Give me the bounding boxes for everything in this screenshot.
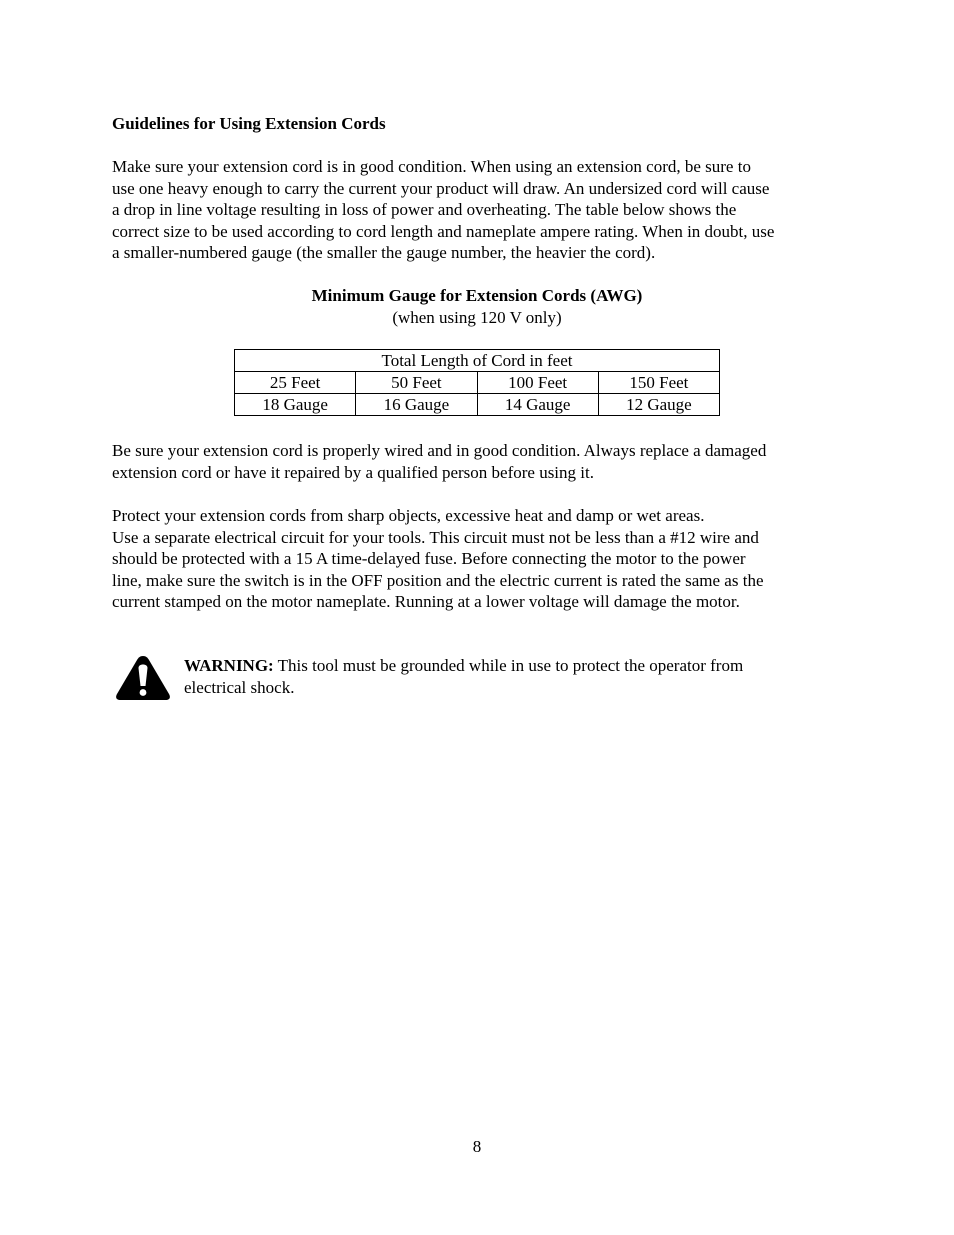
table-cell-length: 25 Feet — [235, 372, 356, 394]
paragraph-line: current stamped on the motor nameplate. Running at a lower voltage will damage the motor. — [112, 592, 740, 611]
table-cell-length: 100 Feet — [477, 372, 598, 394]
page-number: 8 — [472, 1137, 482, 1156]
table-cell-length: 150 Feet — [598, 372, 719, 394]
table-header-row — [235, 350, 720, 372]
condition-paragraph — [112, 440, 847, 483]
table-subtitle: (when using 120 V only) — [392, 308, 562, 327]
table-cell-length: 50 Feet — [356, 372, 477, 394]
warning-message — [184, 655, 844, 698]
warning-text-1: This tool must be grounded while in use to protect the operator from — [273, 656, 744, 675]
paragraph-line: should be protected with a 15 A time-delayed fuse. Before connecting the motor to the power — [112, 549, 746, 568]
table-header-cell: Total Length of Cord in feet — [235, 350, 720, 372]
warning-text-2: electrical shock. — [184, 677, 295, 697]
paragraph-line: Be sure your extension cord is properly wired and in good condition. Always replace a damaged — [112, 441, 767, 460]
paragraph-line: correct size to be used according to cord length and nameplate ampere rating. When in doubt, use — [112, 221, 775, 241]
table-cell-gauge: 16 Gauge — [356, 394, 477, 416]
table-row-lengths — [235, 372, 720, 394]
section-heading: Guidelines for Using Extension Cords — [112, 114, 386, 133]
table-cell-gauge: 12 Gauge — [598, 394, 719, 416]
table-cell-gauge: 18 Gauge — [235, 394, 356, 416]
table-title: Minimum Gauge for Extension Cords (AWG) — [311, 286, 643, 305]
paragraph-line: a drop in line voltage resulting in loss of power and overheating. The table below shows the — [112, 200, 737, 219]
intro-paragraph — [112, 156, 847, 264]
paragraph-line: extension cord or have it repaired by a qualified person before using it. — [112, 462, 594, 482]
paragraph-line: a smaller-numbered gauge (the smaller the gauge number, the heavier the cord). — [112, 243, 656, 262]
warning-line — [184, 655, 844, 677]
paragraph-line: use one heavy enough to carry the current your product will draw. An undersized cord will cause — [112, 178, 770, 198]
paragraph-line: Make sure your extension cord is in good condition. When using an extension cord, be sure to — [112, 157, 751, 176]
table-cell-gauge: 14 Gauge — [477, 394, 598, 416]
paragraph-line: Protect your extension cords from sharp objects, excessive heat and damp or wet areas. — [112, 506, 705, 525]
paragraph-line: Use a separate electrical circuit for your tools. This circuit must not be less than a #12 wire and — [112, 527, 759, 547]
protect-paragraph — [112, 505, 847, 613]
paragraph-line: line, make sure the switch is in the OFF position and the electric current is rated the same as the — [112, 570, 764, 590]
warning-icon — [114, 654, 172, 702]
warning-label: WARNING: — [184, 656, 274, 675]
gauge-table — [234, 349, 720, 416]
table-row-gauges — [235, 394, 720, 416]
